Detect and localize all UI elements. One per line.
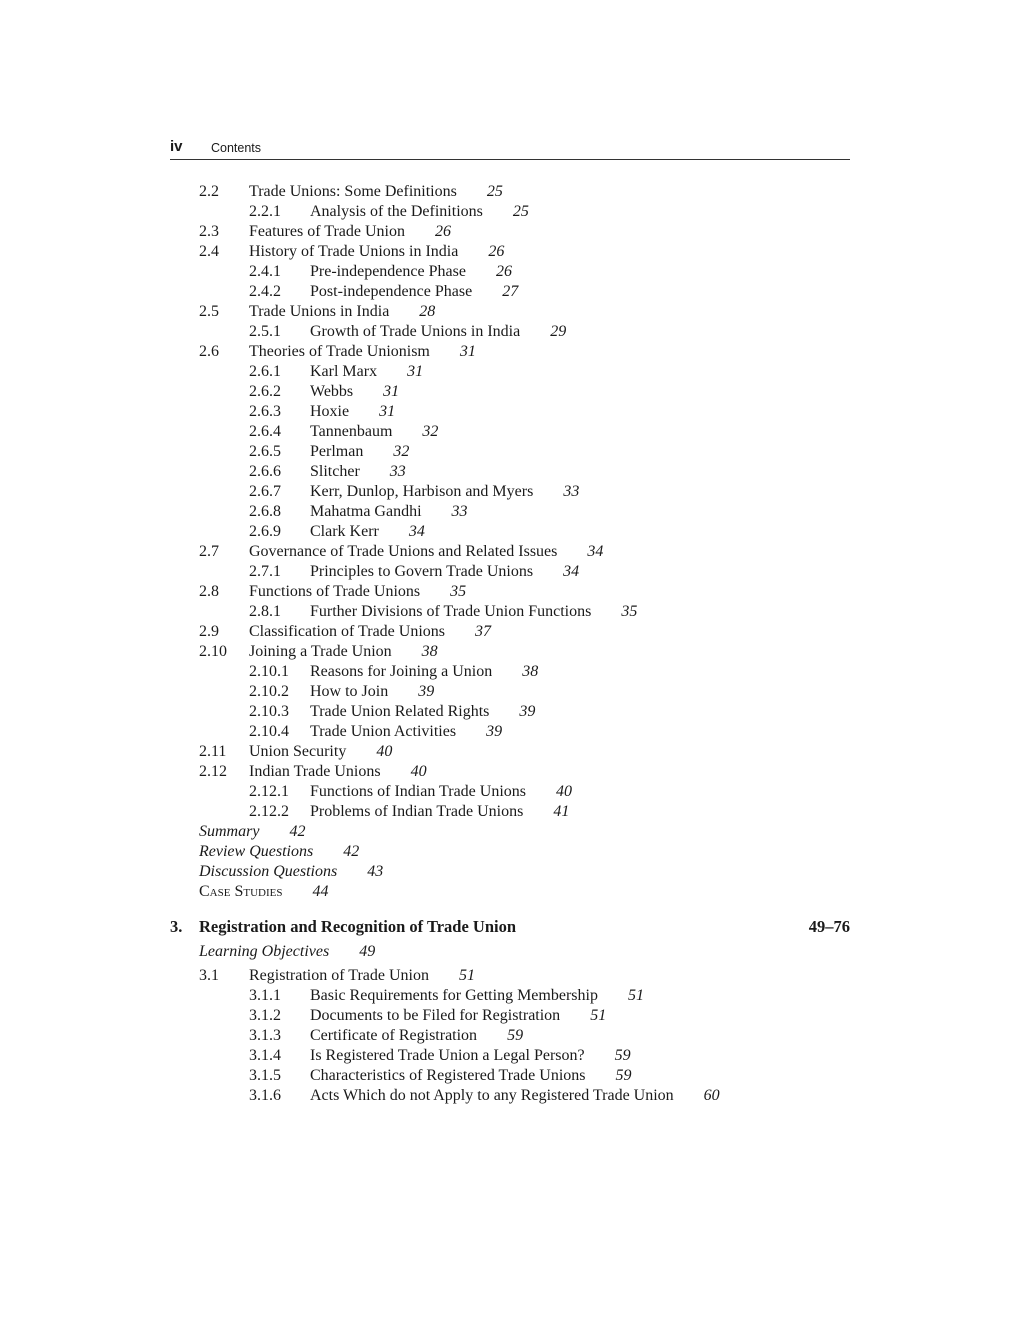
entry-title: Union Security xyxy=(249,743,347,760)
chapter-page-range: 49–76 xyxy=(808,917,850,936)
entry-number: 2.10.2 xyxy=(249,683,289,700)
entry-number: 3.1.6 xyxy=(249,1087,281,1104)
entry-body xyxy=(310,562,579,582)
entry-page-number: 31 xyxy=(379,403,396,420)
entry-body xyxy=(249,966,475,986)
entry-body xyxy=(310,802,569,822)
entry-number: 2.7 xyxy=(199,543,219,560)
entry-page-number: 42 xyxy=(289,823,306,840)
entry-body xyxy=(310,662,538,682)
entry-body xyxy=(199,942,375,962)
entry-title: Analysis of the Definitions xyxy=(310,203,483,220)
entry-body xyxy=(249,542,603,562)
entry-page-number: 51 xyxy=(627,987,644,1004)
entry-number: 2.6.6 xyxy=(249,463,281,480)
entry-title: Perlman xyxy=(310,443,364,460)
entry-page-number: 33 xyxy=(389,463,406,480)
entry-body xyxy=(249,222,451,242)
entry-number: 2.10.1 xyxy=(249,663,289,680)
entry-title: Basic Requirements for Getting Membership xyxy=(310,987,598,1004)
entry-number: 2.6 xyxy=(199,343,219,360)
entry-body xyxy=(310,482,579,502)
entry-number: 3.1 xyxy=(199,967,219,984)
entry-page-number: 29 xyxy=(550,323,567,340)
entry-page-number: 26 xyxy=(434,223,451,240)
entry-title: Principles to Govern Trade Unions xyxy=(310,563,534,580)
entry-body xyxy=(249,762,427,782)
entry-number: 2.6.5 xyxy=(249,443,281,460)
entry-number: 2.10.3 xyxy=(249,703,289,720)
entry-title: Review Questions xyxy=(199,843,314,860)
entry-body xyxy=(310,986,644,1006)
entry-page-number: 51 xyxy=(590,1007,607,1024)
entry-number: 2.5.1 xyxy=(249,323,281,340)
entry-title: Learning Objectives xyxy=(199,943,330,960)
entry-page-number: 40 xyxy=(556,783,572,800)
entry-number: 2.8.1 xyxy=(249,603,281,620)
entry-number: 2.6.1 xyxy=(249,363,281,380)
entry-page-number: 59 xyxy=(615,1067,632,1084)
entry-title: Joining a Trade Union xyxy=(249,643,392,660)
entry-page-number: 51 xyxy=(459,967,475,984)
page-number: iv xyxy=(170,138,183,155)
entry-page-number: 32 xyxy=(422,423,439,440)
entry-number: 2.10.4 xyxy=(249,723,289,740)
entry-number: 2.4.1 xyxy=(249,263,281,280)
entry-title: Classification of Trade Unions xyxy=(249,623,445,640)
entry-body xyxy=(249,182,503,202)
entry-body xyxy=(310,522,425,542)
entry-title: Governance of Trade Unions and Related Issues xyxy=(249,543,558,560)
entry-title: Kerr, Dunlop, Harbison and Myers xyxy=(310,483,534,500)
entry-title: History of Trade Unions in India xyxy=(249,243,459,260)
entry-page-number: 39 xyxy=(418,683,435,700)
entry-title: Functions of Indian Trade Unions xyxy=(310,783,526,800)
entry-title: Trade Unions in India xyxy=(249,303,390,320)
entry-page-number: 59 xyxy=(614,1047,631,1064)
entry-body xyxy=(310,382,399,402)
entry-page-number: 60 xyxy=(703,1087,720,1104)
entry-body xyxy=(199,862,383,882)
entry-number: 2.11 xyxy=(199,743,227,760)
entry-body xyxy=(249,622,491,642)
entry-body xyxy=(249,742,392,762)
entry-page-number: 25 xyxy=(486,183,503,200)
entry-number: 2.6.3 xyxy=(249,403,281,420)
entry-page-number: 33 xyxy=(451,503,468,520)
entry-title: Characteristics of Registered Trade Unions xyxy=(310,1067,586,1084)
entry-body xyxy=(310,722,502,742)
running-header-title: Contents xyxy=(211,141,262,155)
entry-number: 2.10 xyxy=(199,643,227,660)
entry-body xyxy=(310,602,637,622)
entry-title: Mahatma Gandhi xyxy=(310,503,422,520)
entry-title: Further Divisions of Trade Union Functions xyxy=(310,603,592,620)
entry-body xyxy=(310,782,572,802)
entry-body xyxy=(310,322,566,342)
entry-title: Tannenbaum xyxy=(310,423,393,440)
entry-body xyxy=(249,342,476,362)
entry-number: 2.2.1 xyxy=(249,203,281,220)
entry-number: 2.12.2 xyxy=(249,803,289,820)
entry-title: Case Studies xyxy=(199,883,283,900)
entry-title: Slitcher xyxy=(310,463,360,480)
entry-body xyxy=(249,582,466,602)
entry-number: 2.6.9 xyxy=(249,523,281,540)
entry-page-number: 37 xyxy=(475,623,491,640)
entry-page-number: 31 xyxy=(383,383,400,400)
entry-number: 2.9 xyxy=(199,623,219,640)
entry-title: Acts Which do not Apply to any Registered Trade Union xyxy=(310,1087,674,1104)
entry-page-number: 38 xyxy=(522,663,539,680)
entry-page-number: 41 xyxy=(553,803,570,820)
entry-number: 2.7.1 xyxy=(249,563,281,580)
entry-title: Growth of Trade Unions in India xyxy=(310,323,521,340)
entry-body xyxy=(249,242,504,262)
entry-page-number: 34 xyxy=(408,523,425,540)
entry-page-number: 39 xyxy=(519,703,536,720)
entry-body xyxy=(310,1046,631,1066)
entry-number: 2.8 xyxy=(199,583,219,600)
entry-page-number: 26 xyxy=(495,263,512,280)
entry-title: Features of Trade Union xyxy=(249,223,405,240)
entry-title: Trade Unions: Some Definitions xyxy=(249,183,457,200)
entry-number: 2.12.1 xyxy=(249,783,289,800)
entry-body xyxy=(310,362,423,382)
entry-page-number: 26 xyxy=(488,243,505,260)
entry-page-number: 39 xyxy=(486,723,503,740)
entry-body xyxy=(199,842,359,862)
entry-body xyxy=(310,422,438,442)
entry-title: Reasons for Joining a Union xyxy=(310,663,493,680)
entry-title: Discussion Questions xyxy=(199,863,338,880)
entry-body xyxy=(310,702,535,722)
entry-body xyxy=(310,462,406,482)
entry-title: Trade Union Activities xyxy=(310,723,457,740)
entry-title: How to Join xyxy=(310,683,389,700)
entry-page-number: 38 xyxy=(421,643,438,660)
entry-title: Post-independence Phase xyxy=(310,283,473,300)
entry-body xyxy=(310,502,468,522)
entry-number: 2.4 xyxy=(199,243,219,260)
entry-number: 3.1.2 xyxy=(249,1007,281,1024)
entry-title: Is Registered Trade Union a Legal Person? xyxy=(310,1047,585,1064)
entry-number: 3.1.3 xyxy=(249,1027,281,1044)
entry-title: Pre-independence Phase xyxy=(310,263,466,280)
entry-title: Registration of Trade Union xyxy=(249,967,429,984)
entry-page-number: 31 xyxy=(459,343,476,360)
chapter-title: Registration and Recognition of Trade Union xyxy=(199,917,517,936)
entry-number: 3.1.1 xyxy=(249,987,281,1004)
entry-body xyxy=(310,682,434,702)
entry-page-number: 28 xyxy=(419,303,436,320)
entry-number: 2.3 xyxy=(199,223,219,240)
entry-page-number: 42 xyxy=(343,843,360,860)
entry-page-number: 59 xyxy=(507,1027,524,1044)
chapter-number: 3. xyxy=(170,917,183,936)
entry-body xyxy=(310,202,529,222)
entry-number: 3.1.4 xyxy=(249,1047,281,1064)
entry-title: Documents to be Filed for Registration xyxy=(310,1007,561,1024)
entry-number: 2.6.4 xyxy=(249,423,281,440)
entry-page-number: 40 xyxy=(376,743,393,760)
entry-body xyxy=(310,1066,632,1086)
entry-page-number: 35 xyxy=(450,583,467,600)
entry-title: Hoxie xyxy=(310,403,350,420)
entry-number: 2.12 xyxy=(199,763,227,780)
entry-page-number: 43 xyxy=(367,863,384,880)
entry-page-number: 40 xyxy=(410,763,427,780)
entry-body xyxy=(310,282,518,302)
entry-title: Trade Union Related Rights xyxy=(310,703,490,720)
entry-number: 2.6.2 xyxy=(249,383,281,400)
entry-page-number: 34 xyxy=(563,563,580,580)
entry-title: Problems of Indian Trade Unions xyxy=(310,803,524,820)
entry-body xyxy=(310,1006,606,1026)
entry-number: 2.2 xyxy=(199,183,219,200)
entry-page-number: 27 xyxy=(502,283,519,300)
entry-page-number: 44 xyxy=(312,883,329,900)
entry-number: 2.6.8 xyxy=(249,503,281,520)
entry-page-number: 25 xyxy=(512,203,529,220)
entry-title: Indian Trade Unions xyxy=(249,763,381,780)
entry-body xyxy=(199,882,328,902)
entry-page-number: 32 xyxy=(393,443,410,460)
entry-page-number: 35 xyxy=(621,603,638,620)
entry-body xyxy=(249,302,435,322)
chapter-heading xyxy=(170,917,850,937)
entry-body xyxy=(310,262,512,282)
entry-title: Clark Kerr xyxy=(310,523,379,540)
entry-body xyxy=(249,642,438,662)
entry-body xyxy=(310,402,395,422)
entry-title: Summary xyxy=(199,823,260,840)
entry-title: Certificate of Registration xyxy=(310,1027,478,1044)
entry-body xyxy=(310,1026,523,1046)
entry-title: Webbs xyxy=(310,383,354,400)
entry-number: 2.4.2 xyxy=(249,283,281,300)
entry-number: 2.5 xyxy=(199,303,219,320)
entry-page-number: 33 xyxy=(563,483,580,500)
entry-number: 2.6.7 xyxy=(249,483,281,500)
entry-body xyxy=(310,1086,720,1106)
entry-title: Theories of Trade Unionism xyxy=(249,343,430,360)
entry-page-number: 49 xyxy=(359,943,376,960)
entry-page-number: 34 xyxy=(587,543,604,560)
entry-number: 3.1.5 xyxy=(249,1067,281,1084)
entry-body xyxy=(310,442,409,462)
entry-body xyxy=(199,822,305,842)
entry-page-number: 31 xyxy=(407,363,424,380)
entry-title: Functions of Trade Unions xyxy=(249,583,421,600)
entry-title: Karl Marx xyxy=(310,363,378,380)
